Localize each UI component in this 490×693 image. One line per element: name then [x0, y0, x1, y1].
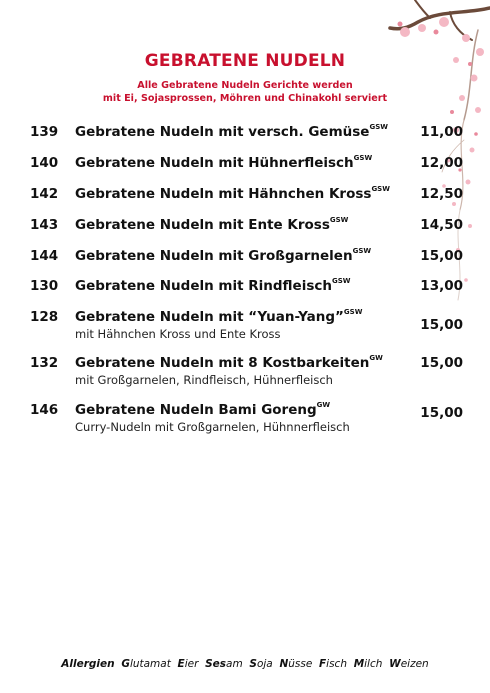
item-description: mit Großgarnelen, Rindfleisch, Hühnerfleisch — [75, 373, 333, 387]
subtitle-line-2: mit Ei, Sojasprossen, Möhren und Chinakohl serviert — [102, 93, 388, 104]
item-description: mit Hähnchen Kross und Ente Kross — [75, 327, 281, 341]
item-allergens: GSW — [332, 276, 351, 285]
item-number: 140 — [30, 155, 59, 171]
allergen-legend: Allergien Glutamat Eier Sesam Soja Nüsse Fisch Milch Weizen — [61, 658, 429, 670]
item-price: 15,00 — [420, 317, 463, 333]
item-name: Gebratene Nudeln mit Hühnerfleisch$^{GSW}$ — [75, 153, 373, 171]
item-price: 12,00 — [420, 155, 463, 171]
item-price: 15,00 — [420, 355, 463, 371]
item-name: Gebratene Nudeln mit Hähnchen Kross$^{GSW}$ — [75, 184, 390, 202]
item-number: 128 — [30, 309, 59, 325]
item-allergens: GSW — [371, 184, 390, 193]
item-allergens: GSW — [352, 246, 372, 255]
item-number: 130 — [30, 278, 59, 294]
item-name: Gebratene Nudeln mit versch. Gemüse$^{GSW}$ — [75, 122, 388, 140]
page-title: GEBRATENE NUDELN — [144, 51, 346, 71]
item-name: Gebratene Nudeln Bami Goreng$^{GW}$ — [75, 400, 331, 418]
item-allergens: GSW — [369, 122, 388, 131]
item-allergens: GW — [316, 400, 331, 409]
item-description: Curry-Nudeln mit Großgarnelen, Hühnnerfleisch — [75, 420, 350, 434]
item-allergens: GSW — [343, 307, 363, 316]
item-price: 14,50 — [420, 217, 463, 233]
item-number: 139 — [30, 124, 59, 140]
item-number: 143 — [30, 217, 59, 233]
item-price: 11,00 — [420, 124, 463, 140]
item-price: 15,00 — [420, 248, 463, 264]
item-name: Gebratene Nudeln mit Rindfleisch$^{GSW}$ — [75, 276, 351, 294]
item-number: 132 — [30, 355, 59, 371]
item-price: 15,00 — [420, 405, 463, 421]
item-allergens: GSW — [329, 215, 349, 224]
item-price: 12,50 — [420, 186, 463, 202]
item-allergens: GSW — [353, 153, 373, 162]
item-allergens: GW — [369, 353, 383, 362]
item-name: Gebratene Nudeln mit 8 Kostbarkeiten$^{GW}$ — [75, 353, 383, 371]
item-number: 144 — [30, 248, 59, 264]
item-name: Gebratene Nudeln mit Ente Kross$^{GSW}$ — [75, 215, 349, 233]
item-name: Gebratene Nudeln mit “Yuan-Yang”$^{GSW}$ — [75, 307, 363, 325]
item-price: 13,00 — [420, 278, 463, 294]
item-name: Gebratene Nudeln mit Großgarnelen$^{GSW}$ — [75, 246, 372, 264]
item-number: 146 — [30, 402, 59, 418]
page-subtitle — [0, 79, 490, 105]
item-number: 142 — [30, 186, 59, 202]
subtitle-line-1: Alle Gebratene Nudeln Gerichte werden — [137, 80, 353, 91]
